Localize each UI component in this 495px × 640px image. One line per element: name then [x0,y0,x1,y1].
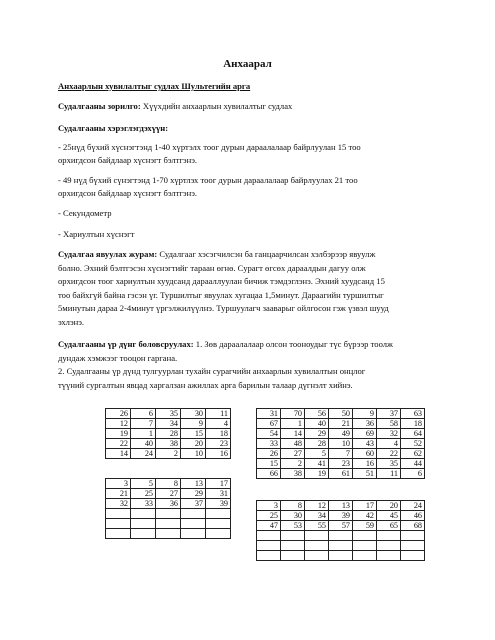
table-cell: 1 [131,429,156,439]
table-cell: 36 [353,419,377,429]
table-cell: 6 [401,469,425,479]
table-cell: 5 [131,479,156,489]
table-row [257,409,425,419]
table-row [106,479,231,489]
table-cell: 39 [206,499,231,509]
table-cell: 19 [305,469,329,479]
table-row [106,429,231,439]
table-cell: 17 [353,501,377,511]
table-cell: 18 [206,429,231,439]
table-cell: 55 [305,521,329,531]
table-cell: 49 [329,429,353,439]
table-cell [206,519,231,529]
table-cell: 11 [377,469,401,479]
table-cell: 9 [181,419,206,429]
table-cell: 8 [281,501,305,511]
table-row [106,449,231,459]
table-cell [156,529,181,539]
table-cell: 38 [156,439,181,449]
table-cell: 20 [181,439,206,449]
table-cell: 67 [257,419,281,429]
evaluation-line-2: дундаж хэмжээг тооцон гаргана. [58,352,178,363]
table-cell: 68 [401,521,425,531]
table-row [106,409,231,419]
evaluation-label: Судалгааны үр дүнг боловсруулах: [58,339,194,349]
procedure-line-4: тоо байхгүй байна гэсэн үг. Туршилтыг явуулах хугацаа 1,5минут. Дараагийн туршилтыг [58,289,384,300]
table-cell: 8 [156,479,181,489]
table-row [257,419,425,429]
table-cell: 9 [353,409,377,419]
table-cell: 50 [329,409,353,419]
table-cell: 44 [401,459,425,469]
table-cell: 13 [181,479,206,489]
table-cell: 34 [305,511,329,521]
table-cell: 45 [377,511,401,521]
table-cell: 33 [131,499,156,509]
table-cell: 21 [106,489,131,499]
table-cell: 1 [281,419,305,429]
evaluation-paragraph [58,338,450,392]
table-cell: 64 [401,429,425,439]
answers-table-25 [105,478,231,539]
table-cell [353,551,377,561]
table-cell [257,541,281,551]
table-cell [131,509,156,519]
table-cell: 14 [106,449,131,459]
table-cell [401,551,425,561]
materials-line-4: орхигдсон байдлаар хүснэгт бэлтгэнэ. [58,188,198,198]
table-cell: 29 [305,429,329,439]
table-cell: 35 [377,459,401,469]
table-cell: 34 [156,419,181,429]
table-cell: 23 [206,439,231,449]
table-cell [156,509,181,519]
table-cell [281,541,305,551]
table-cell: 16 [206,449,231,459]
table-cell: 30 [281,511,305,521]
procedure-line-2: болно. Эхний бэлтгэсэн хүснэгтийг тараан өгнө. Сурагт өгсөх дараалдын дагуу олж [58,262,366,273]
table-cell: 60 [353,449,377,459]
table-cell: 61 [329,469,353,479]
table-cell [206,509,231,519]
table-cell: 15 [181,429,206,439]
table-row [106,489,231,499]
table-cell: 30 [181,409,206,419]
goal-label: Судалгааны зорилго: [58,101,141,111]
table-cell: 57 [329,521,353,531]
table-cell: 22 [377,449,401,459]
table-cell: 39 [329,511,353,521]
table-row [257,521,425,531]
table-cell [401,531,425,541]
table-cell [156,519,181,529]
table-cell: 26 [106,409,131,419]
table-cell [281,551,305,561]
table-cell: 15 [257,459,281,469]
table-cell: 21 [329,419,353,429]
numbers-table-49 [256,408,425,479]
table-cell: 23 [329,459,353,469]
table-row [106,529,231,539]
table-cell: 53 [281,521,305,531]
table-cell [329,531,353,541]
table-cell: 47 [257,521,281,531]
table-cell [257,551,281,561]
table-cell: 46 [401,511,425,521]
table-cell: 17 [206,479,231,489]
table-cell: 62 [401,449,425,459]
table-cell [181,529,206,539]
table-cell [305,541,329,551]
table-row [106,419,231,429]
table-cell [377,541,401,551]
table-row [257,551,425,561]
table-cell: 54 [257,429,281,439]
materials-line-3: - 49 нүд бүхий сүнэгтэнд 1-70 хүртлэх тоог дурын дараалалаар байрлуулах 21 тоо [58,175,358,185]
table-cell: 43 [353,439,377,449]
table-cell [131,519,156,529]
table-cell: 31 [206,489,231,499]
table-cell: 35 [156,409,181,419]
table-cell: 11 [206,409,231,419]
table-cell: 37 [377,409,401,419]
table-cell [181,519,206,529]
table-row [257,531,425,541]
table-cell: 3 [257,501,281,511]
table-cell [106,519,131,529]
table-cell: 24 [131,449,156,459]
table-cell: 10 [181,449,206,459]
materials-line-6: - Хариултын хүснэгт [58,229,135,239]
table-cell: 56 [305,409,329,419]
table-cell: 22 [106,439,131,449]
table-cell: 63 [401,409,425,419]
goal-text: Хүүхдийн анхаарлын хувилалтыг судлах [142,101,293,111]
table-row [257,511,425,521]
table-cell: 18 [401,419,425,429]
table-cell [181,509,206,519]
table-cell: 6 [131,409,156,419]
table-cell: 25 [257,511,281,521]
table-cell: 37 [181,499,206,509]
table-cell: 48 [281,439,305,449]
table-cell [329,541,353,551]
table-cell [401,541,425,551]
numbers-table-25 [105,408,231,459]
table-cell: 29 [181,489,206,499]
table-cell: 5 [305,449,329,459]
table-cell: 33 [257,439,281,449]
table-cell: 66 [257,469,281,479]
table-cell: 41 [305,459,329,469]
table-cell: 51 [353,469,377,479]
table-row [257,501,425,511]
procedure-line-6: эхлэнэ. [58,316,85,327]
evaluation-line-3: 2. Судалгааны үр дүнд тулгуурлан тухайн сурагчийн анхаарлын хувилалтын онцлог [58,366,366,376]
table-cell: 3 [106,479,131,489]
table-cell [353,531,377,541]
table-cell [106,509,131,519]
table-cell: 7 [329,449,353,459]
table-row [106,439,231,449]
table-cell: 10 [329,439,353,449]
materials-line-5: - Секундометр [58,208,112,218]
table-cell [305,531,329,541]
table-cell [106,529,131,539]
goal-paragraph [58,100,450,114]
table-cell: 19 [106,429,131,439]
table-cell [281,531,305,541]
table-row [257,459,425,469]
table-cell: 27 [156,489,181,499]
procedure-label: Судалгаа явуулах журам: [58,249,158,259]
procedure-line-1: Судалгааг хэсэгчилсэн ба ганцаарчилсан хэлбэрээр явуулж [157,249,376,259]
table-cell: 2 [156,449,181,459]
table-cell [353,541,377,551]
table-cell: 59 [353,521,377,531]
table-cell: 28 [305,439,329,449]
table-cell [329,551,353,561]
table-cell: 70 [281,409,305,419]
table-row [106,509,231,519]
table-cell: 38 [281,469,305,479]
answers-table-49 [256,500,425,561]
table-cell: 7 [131,419,156,429]
table-row [257,469,425,479]
table-cell: 4 [377,439,401,449]
table-row [257,541,425,551]
procedure-line-5: 5минутын дараа 2-4минут үргэлжилүүлнэ. Туршуулагч зааварыг ойлгосон гэж үзвэл шууд [58,303,389,313]
table-row [106,499,231,509]
table-row [257,439,425,449]
table-cell: 12 [106,419,131,429]
materials-heading: Судалгааны хэрэглэгдэхүүн: [58,123,169,133]
table-cell: 58 [377,419,401,429]
table-cell: 4 [206,419,231,429]
table-cell [377,551,401,561]
procedure-paragraph [58,248,450,329]
table-cell: 40 [131,439,156,449]
table-cell: 32 [106,499,131,509]
table-cell: 25 [131,489,156,499]
table-cell: 16 [353,459,377,469]
table-cell: 65 [377,521,401,531]
table-cell: 14 [281,429,305,439]
method-subtitle: Анхаарлын хувилалтыг судлах Шультегийн арга [58,81,251,91]
table-cell: 69 [353,429,377,439]
table-cell: 20 [377,501,401,511]
table-cell: 24 [401,501,425,511]
table-row [106,519,231,529]
procedure-line-3: орхигдсон тоог хариултын хуудсанд дарааллуулан бичиж тэмдэглэнэ. Эхний хуудсанд 15 [58,276,385,286]
table-cell [305,551,329,561]
table-cell: 27 [281,449,305,459]
table-row [257,449,425,459]
table-cell [377,531,401,541]
table-cell: 26 [257,449,281,459]
evaluation-line-4: түүний сургалтын явцад харгалзан ажиллах арга барилын талаар дүгнэлт хийнэ. [58,379,353,390]
table-row [257,429,425,439]
table-cell: 36 [156,499,181,509]
table-cell: 40 [305,419,329,429]
table-cell: 31 [257,409,281,419]
evaluation-line-1: 1. Зөв дараалалаар олсон тооноудыг түс бүрээр тоолж [193,339,393,349]
table-cell [206,529,231,539]
materials-line-1: - 25нүд бүхий хүснэгтэнд 1-40 хүртэлх тоог дурын дараалалаар байрлуулан 15 тоо [58,142,361,152]
table-cell: 13 [329,501,353,511]
page-title: Анхаарал [223,58,272,70]
table-cell: 28 [156,429,181,439]
table-cell: 2 [281,459,305,469]
table-cell: 52 [401,439,425,449]
table-cell: 32 [377,429,401,439]
table-cell [257,531,281,541]
table-cell [131,529,156,539]
materials-line-2: орхигдсон байдлаар хүснэгт бэлтгэнэ. [58,155,198,165]
table-cell: 12 [305,501,329,511]
table-cell: 42 [353,511,377,521]
